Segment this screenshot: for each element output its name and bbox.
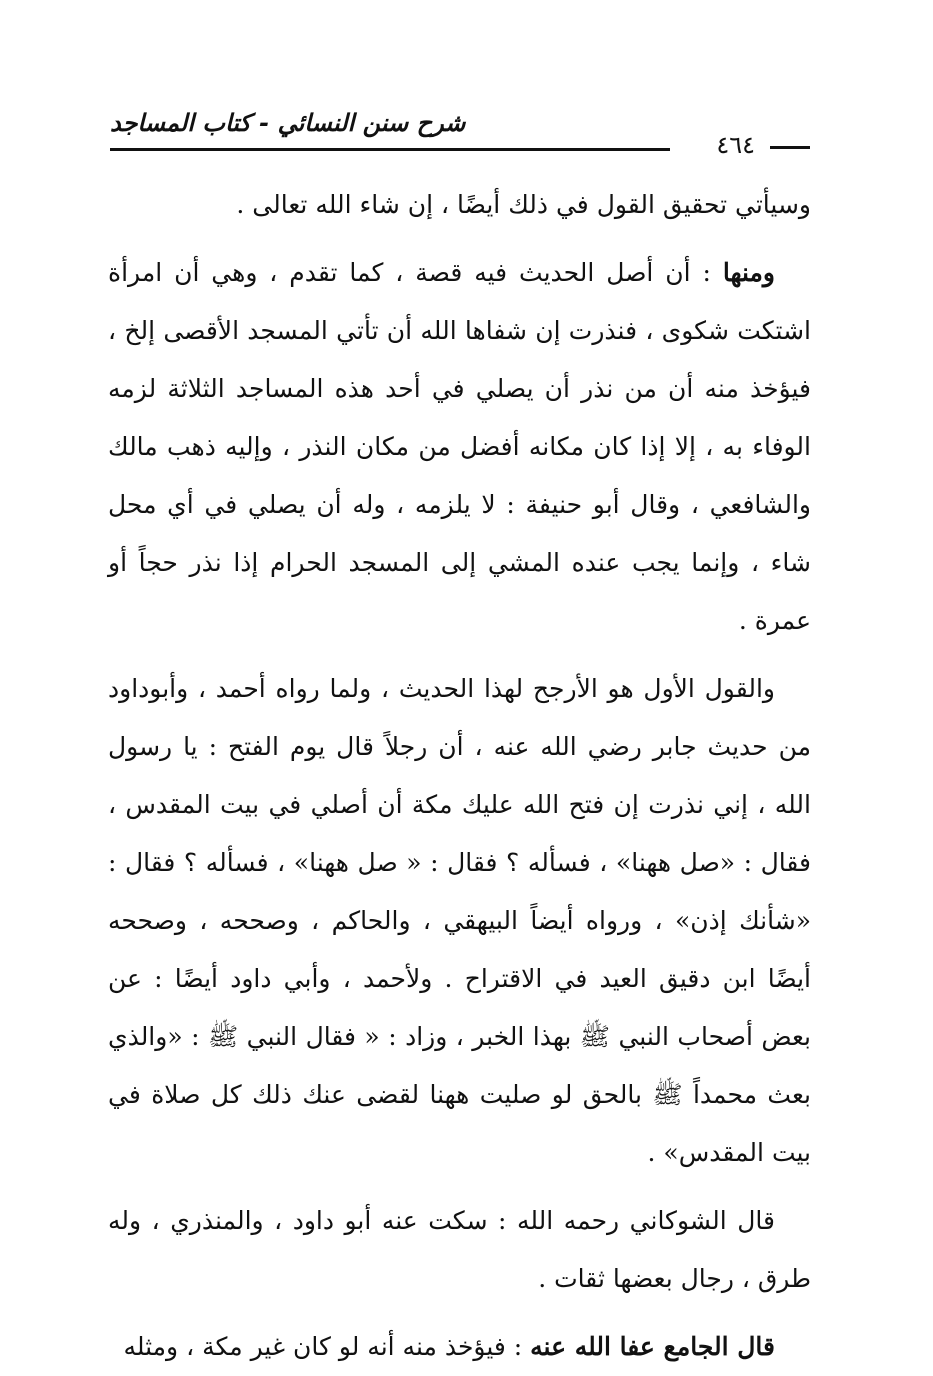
paragraph-3: والقول الأول هو الأرجح لهذا الحديث ، ولما رواه أحمد ، وأبوداود من حديث جابر رضي الله عنه ، أن رجلاً قال يوم الفتح : يا رسول الله ، إني نذرت إن فتح الله عليك مكة أن أصلي في بيت المقدس ، فقال : «صل ههنا» ، فسأله ؟ فقال : « صل ههنا» ، فسأله ؟ فقال : «شأنك إذن» ، ورواه أيضاً البيهقي ، والحاكم ، وصححه ، وصححه أيضًا ابن دقيق العيد في الاقتراح . ولأحمد ، وأبي داود أيضًا : عن بعض أصحاب النبي ﷺ بهذا الخبر ، وزاد : « فقال النبي ﷺ : «والذي بعث محمداً ﷺ بالحق لو صليت ههنا لقضى عنك ذلك كل صلاة في بيت المقدس» . xyxy=(108,674,811,1167)
paragraph-2-text: : أن أصل الحديث فيه قصة ، كما تقدم ، وهي أن امرأة اشتكت شكوى ، فنذرت إن شفاها الله أن تأتي المسجد الأقصى إلخ ، فيؤخذ منه أن من نذر أن يصلي في أحد هذه المساجد الثلاثة لزمه الوفاء به ، إلا إذا كان مكانه أفضل من مكان النذر ، وإليه ذهب مالك والشافعي ، وقال أبو حنيفة : لا يلزمه ، وله أن يصلي في أي محل شاء ، وإنما يجب عنده المشي إلى المسجد الحرام إذا نذر حجاً أو عمرة . xyxy=(108,258,811,635)
paragraph-5-text: : فيؤخذ منه أنه لو كان غير مكة ، ومثله xyxy=(123,1332,531,1361)
paragraph-5-lead: قال الجامع عفا الله عنه xyxy=(530,1332,775,1361)
body-text xyxy=(108,176,811,1376)
header-rule xyxy=(110,148,670,151)
paragraph-1: وسيأتي تحقيق القول في ذلك أيضًا ، إن شاء الله تعالى . xyxy=(236,190,811,219)
paragraph-5 xyxy=(108,1318,811,1376)
paragraph-2-lead: ومنها xyxy=(722,258,775,287)
running-title: شرح سنن النسائي - كتاب المساجد xyxy=(110,109,466,137)
page-number: ٤٦٤ xyxy=(716,131,755,159)
paragraph-2 xyxy=(108,244,811,650)
page-header xyxy=(110,108,810,159)
page-number-dash xyxy=(770,146,810,149)
paragraph-4: قال الشوكاني رحمه الله : سكت عنه أبو داود ، والمنذري ، وله طرق ، رجال بعضها ثقات . xyxy=(108,1206,811,1293)
